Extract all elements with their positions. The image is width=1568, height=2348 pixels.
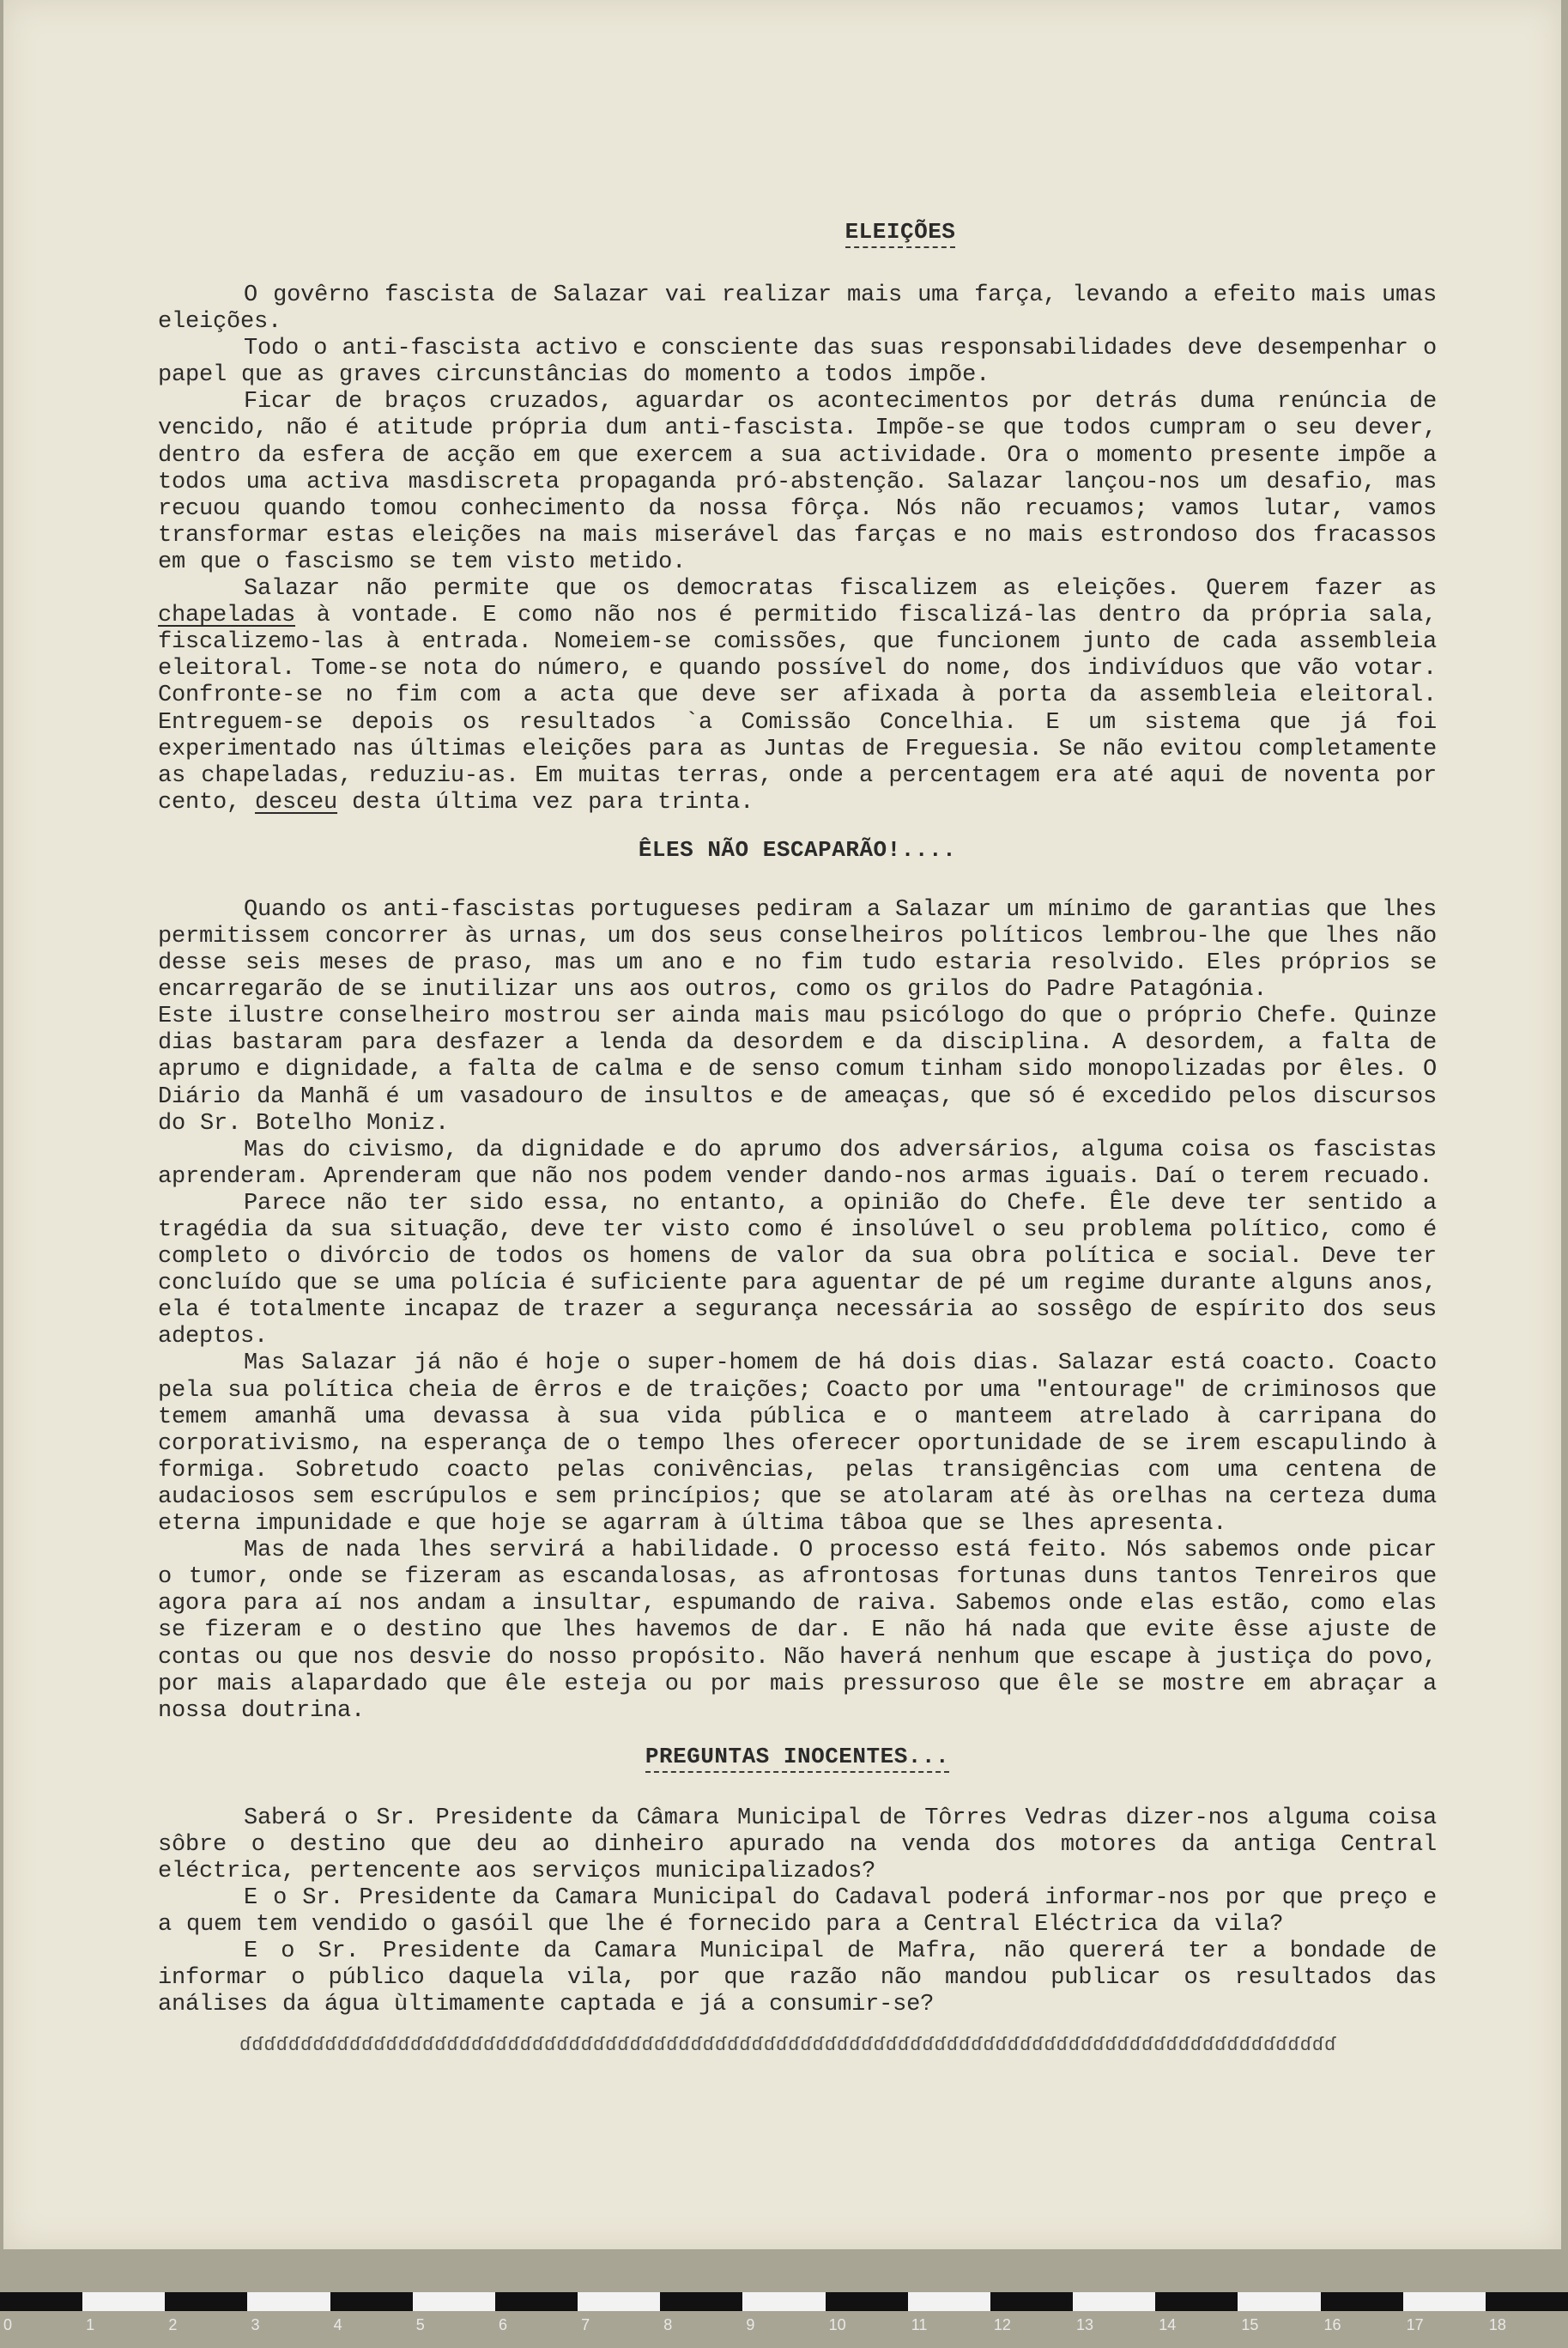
ruler-label: 18 <box>1488 2316 1506 2333</box>
ruler-segment <box>330 2292 413 2311</box>
ruler-segment <box>990 2292 1073 2311</box>
ruler-segment <box>578 2292 660 2311</box>
paragraph: Mas de nada lhes servirá a habilidade. O processo está feito. Nós sabemos onde picar o tumor, onde se fizeram as escandalosas, as afrontosas fortunas duns tantos Tenreiros que agora para aí nos andam a insultar, espumando de raiva. Sabemos onde elas estão, como elas se fizeram e o destino que lhes havemos de dar. E não há nada que evite êsse ajuste de contas ou que nos desvie do nosso propósito. Não haverá nenhum que escape à justiça do povo, por mais alapardado que êle esteja ou por mais pressuroso que êle se mostre em abraçar a nossa doutrina. <box>158 1538 1437 1724</box>
ruler-label: 5 <box>415 2316 425 2333</box>
ruler-labels <box>0 2316 1568 2342</box>
section-title-preguntas-inocentes: PREGUNTAS INOCENTES... <box>158 1744 1437 1769</box>
paragraph: Mas do civismo, da dignidade e do aprumo dos adversários, alguma coisa os fascistas aprenderam. Aprenderam que não nos podem vender dando-nos armas iguais. Daí o terem recuado. <box>158 1137 1437 1190</box>
ruler-segment <box>495 2292 578 2311</box>
document-body <box>158 219 1437 2056</box>
paragraph: E o Sr. Presidente da Camara Municipal de Mafra, não quererá ter a bondade de informar o público daquela vila, por que razão não mandou publicar os resultados das análises da água ùltimamente captada e já a consumir-se? <box>158 1938 1437 2018</box>
ruler-label: 3 <box>251 2316 260 2333</box>
paragraph: Parece não ter sido essa, no entanto, a opinião do Chefe. Êle deve ter sentido a tragédia da sua situação, deve ter visto como é insolúvel o seu problema político, como é completo o divórcio de todos os homens de valor da sua obra política e social. Deve ter concluído que se uma polícia é suficiente para aguentar de pé um regime durante alguns anos, ela é totalmente incapaz de trazer a segurança necessária ao sossêgo de espírito dos seus adeptos. <box>158 1190 1437 1350</box>
ruler-segment <box>413 2292 495 2311</box>
ruler-segment <box>0 2292 82 2311</box>
ruler-segment <box>1486 2292 1568 2311</box>
ruler-label: 12 <box>993 2316 1011 2333</box>
document-sheet <box>3 0 1561 2249</box>
ruler-label: 1 <box>86 2316 95 2333</box>
paragraph: Saberá o Sr. Presidente da Câmara Municipal de Tôrres Vedras dizer-nos alguma coisa sôbre o destino que deu ao dinheiro apurado na venda dos motores da antiga Central eléctrica, pertencente aos serviços municipalizados? <box>158 1805 1437 1884</box>
ruler-label: 17 <box>1406 2316 1424 2333</box>
ruler-label: 11 <box>911 2316 928 2333</box>
decorative-border: ɗɗɗɗɗɗɗɗɗɗɗɗɗɗɗɗɗɗɗɗɗɗɗɗɗɗɗɗɗɗɗɗɗɗɗɗɗɗɗɗɗɗɗɗɗɗɗɗɗɗɗɗɗɗɗɗɗɗɗɗɗɗɗɗɗɗɗɗɗɗɗɗɗɗɗɗɗɗɗɗɗɗɗɗɗɗɗɗɗɗ <box>239 2034 1337 2056</box>
paragraph: E o Sr. Presidente da Camara Municipal do Cadaval poderá informar-nos por que preço e a quem tem vendido o gasóil que lhe é fornecido para a Central Eléctrica da vila? <box>158 1885 1437 1938</box>
ruler-label: 9 <box>746 2316 755 2333</box>
paragraph: Mas Salazar já não é hoje o super-homem de há dois dias. Salazar está coacto. Coacto pela sua política cheia de êrros e de traições; Coacto por uma "entourage" de criminosos que temem amanhã uma devassa à sua vida pública e o manteem atrelado à carripana do corporativismo, na esperança de o tempo lhes oferecer oportunidade de se irem escapulindo à formiga. Sobretudo coacto pelas conivências, pelas transigências com uma centena de audaciosos sem escrúpulos e sem princípios; que se atolaram até às orelhas na certeza duma eterna impunidade e que hoje se agarram à última tâboa que se lhes apresenta. <box>158 1350 1437 1538</box>
ruler-label: 13 <box>1076 2316 1094 2333</box>
scale-ruler <box>0 2284 1568 2348</box>
ruler-label: 0 <box>3 2316 13 2333</box>
section-title-eleicoes: ELEIÇÕES <box>364 219 1437 245</box>
paragraph: Ficar de braços cruzados, aguardar os acontecimentos por detrás duma renúncia de vencido, não é atitude própria dum anti-fascista. Impõe-se que todos cumpram o seu dever, dentro da esfera de acção em que exercem a sua actividade. Ora o momento presente impõe a todos uma activa masdiscreta propaganda pró-abstenção. Salazar lançou-nos um desafio, mas recuou quando tomou conhecimento da nossa fôrça. Nós não recuamos; vamos lutar, vamos transformar estas eleições na mais miserável das farças e no mais estrondoso dos fracassos em que o fascismo se tem visto metido. <box>158 389 1437 575</box>
paragraph: Este ilustre conselheiro mostrou ser ainda mais mau psicólogo do que o próprio Chefe. Quinze dias bastaram para desfazer a lenda da desordem e da disciplina. A desordem, a falta de aprumo e dignidade, a falta de calma e de senso comum tinham sido monopolizadas por êles. O Diário da Manhã é um vasadouro de insultos e de ameaças, que só é excedido pelos discursos do Sr. Botelho Moniz. <box>158 1004 1437 1137</box>
underlined-word: desceu <box>255 789 338 816</box>
ruler-segment <box>1073 2292 1155 2311</box>
ruler-label: 6 <box>498 2316 507 2333</box>
ruler-segment <box>742 2292 825 2311</box>
ruler-label: 7 <box>581 2316 590 2333</box>
ruler-segment <box>1403 2292 1486 2311</box>
ruler-segment <box>826 2292 908 2311</box>
underlined-word: chapeladas <box>158 603 296 629</box>
paragraph-chapeladas: Salazar não permite que os democratas fiscalizem as eleições. Querem fazer as chapeladas à vontade. E como não nos é permitido fiscalizá-las dentro da própria sala, fiscalizemo-las à entrada. Nomeiem-se comissões, que funcionem junto de cada assembleia eleitoral. Tome-se nota do número, e quando possível do nome, dos indivíduos que vão votar. Confronte-se no fim com a acta que deve ser afixada à porta da assembleia eleitoral. Entreguem-se depois os resultados `a Comissão Concelhia. E um sistema que já foi experimentado nas últimas eleições para as Juntas de Freguesia. Se não evitou completamente as chapeladas, reduziu-as. Em muitas terras, onde a percentagem era até aqui de noventa por cento, desceu desta última vez para trinta. <box>158 576 1437 816</box>
paragraph: Todo o anti-fascista activo e consciente das suas responsabilidades deve desempenhar o papel que as graves circunstâncias do momento a todos impõe. <box>158 336 1437 389</box>
ruler-segment <box>660 2292 742 2311</box>
ruler-label: 10 <box>828 2316 846 2333</box>
ruler-label: 8 <box>663 2316 673 2333</box>
ruler-segment <box>165 2292 247 2311</box>
ruler-segment <box>247 2292 330 2311</box>
paragraph: O govêrno fascista de Salazar vai realizar mais uma farça, levando a efeito mais umas eleições. <box>158 282 1437 336</box>
section-title-eles-nao-escaparao: ÊLES NÃO ESCAPARÃO!.... <box>638 836 957 863</box>
paragraph: Quando os anti-fascistas portugueses pediram a Salazar um mínimo de garantias que lhes permitissem concorrer às urnas, um dos seus conselheiros políticos lembrou-lhe que lhes não desse seis meses de praso, mas um ano e no fim tudo estaria resolvido. Eles próprios se encarregarão de se inutilizar uns aos outros, como os grilos do Padre Patagónia. <box>158 896 1437 1004</box>
ruler-label: 16 <box>1323 2316 1341 2333</box>
ruler-segment <box>1238 2292 1320 2311</box>
ruler-bar <box>0 2292 1568 2311</box>
ruler-segment <box>82 2292 165 2311</box>
ruler-label: 2 <box>168 2316 178 2333</box>
ruler-segment <box>1321 2292 1403 2311</box>
ruler-segment <box>908 2292 990 2311</box>
ruler-segment <box>1155 2292 1238 2311</box>
ruler-label: 14 <box>1159 2316 1177 2333</box>
ruler-label: 4 <box>333 2316 342 2333</box>
ruler-label: 15 <box>1241 2316 1259 2333</box>
